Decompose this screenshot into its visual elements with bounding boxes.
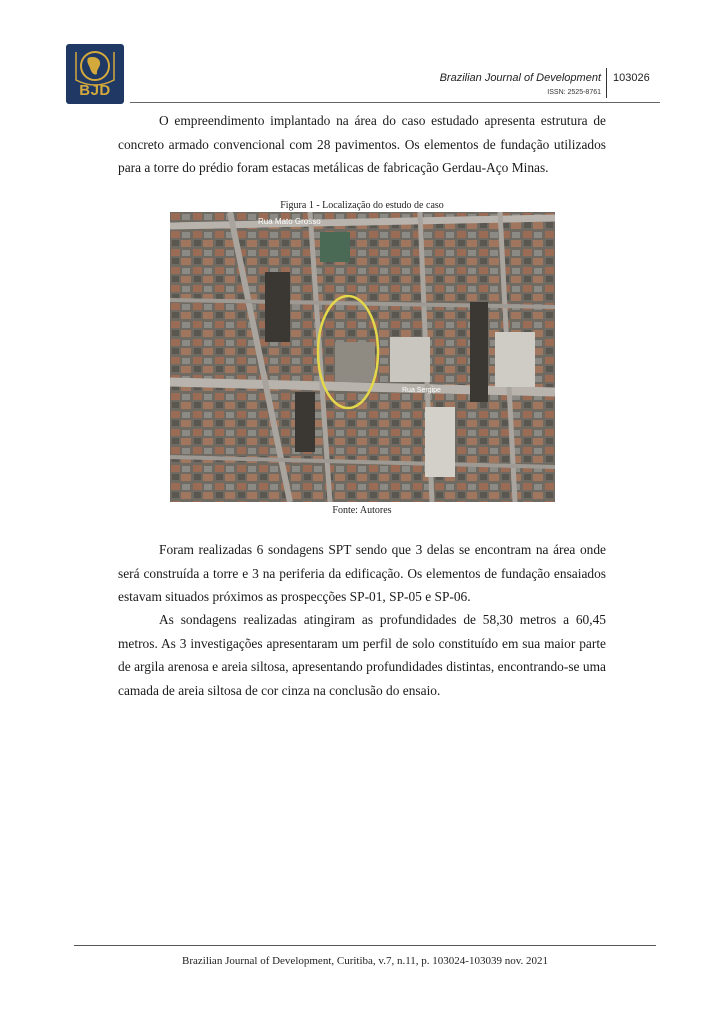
footer-rule [74,945,656,946]
satellite-map-image [170,212,555,502]
footer-citation: Brazilian Journal of Development, Curitiba, v.7, n.11, p. 103024-103039 nov. 2021 [182,955,548,967]
body-paragraph-2: Foram realizadas 6 sondagens SPT sendo que 3 delas se encontram na área onde será construída a torre e 3 na periferia da edificação. Os elementos de fundação ensaiados estavam situados próximos as prospecções SP-01, SP-05 e SP-06. [118,542,606,604]
page-number: 103026 [613,72,650,84]
body-paragraph-3: As sondagens realizadas atingiram as profundidades de 58,30 metros a 60,45 metros. As 3 investigações apresentaram um perfil de solo constituído em sua maior parte de argila arenosa e areia siltosa, apresentando profundidades distintas, encontrando-se uma camada de areia siltosa de cor cinza na conclusão do ensaio. [118,612,606,698]
map-street-label-mid: Rua Sergipe [402,387,441,394]
journal-issn: ISSN: 2525-8761 [547,89,601,96]
journal-logo [66,44,124,104]
map-street-label-top: Rua Mato Grosso [258,217,321,226]
header-rule [130,102,660,103]
figure-caption: Figura 1 - Localização do estudo de caso [280,200,444,211]
figure-source: Fonte: Autores [332,505,392,516]
map-graphic [170,212,555,502]
journal-title: Brazilian Journal of Development [439,72,601,84]
header-divider [606,68,607,98]
logo-text: BJD [79,82,111,99]
body-paragraph-1: O empreendimento implantado na área do caso estudado apresenta estrutura de concreto armado convencional com 28 pavimentos. Os elementos de fundação utilizados para a torre do prédio foram estacas metálicas de fabricação Gerdau-Aço Minas. [118,113,606,175]
